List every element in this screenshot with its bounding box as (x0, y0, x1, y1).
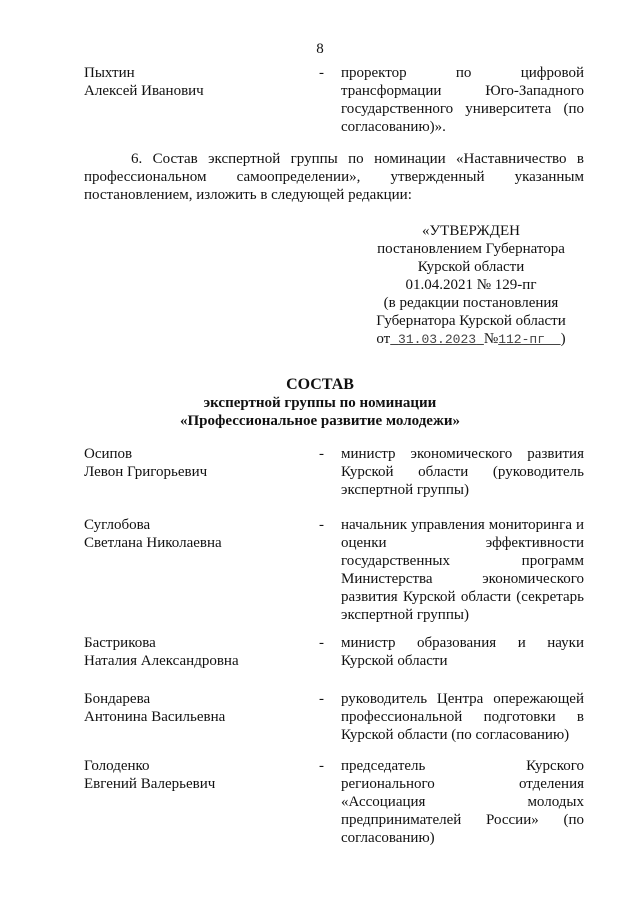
member-given-names: Светлана Николаевна (84, 535, 222, 551)
heading-title: СОСТАВ (286, 376, 354, 393)
from-label: от (376, 331, 391, 347)
heading-nomination: «Профессиональное развитие молодежи» (180, 413, 460, 429)
member-dash: - (319, 517, 324, 533)
member-surname: Пыхтин (84, 65, 135, 81)
member-surname: Бондарева (84, 691, 151, 707)
member-name (84, 634, 309, 670)
member-given-names: Евгений Валерьевич (84, 776, 216, 792)
approval-date-line (360, 330, 582, 349)
member-name (84, 516, 309, 552)
member-surname: Осипов (84, 446, 133, 462)
member-role: проректор по цифровой трансформации Юго-Западного государственного университета (по согласованию)». (341, 65, 584, 135)
approval-line: 01.04.2021 № 129-пг (405, 277, 537, 293)
member-given-names: Наталия Александровна (84, 653, 239, 669)
member-role: начальник управления мониторинга и оценки эффективности государственных программ Министерства экономического развития Курской области (секретарь экспертной группы) (341, 517, 584, 623)
member-dash: - (319, 691, 324, 707)
page-number: 8 (316, 41, 324, 57)
member-name (84, 64, 309, 100)
approval-line: Курской области (417, 259, 525, 275)
member-name (84, 757, 309, 793)
member-name (84, 690, 309, 726)
member-given-names: Антонина Васильевна (84, 709, 226, 725)
amendment-paragraph: 6. Состав экспертной группы по номинации «Наставничество в профессиональном самоопределении», утвержденный указанным постановлением, изложить в следующей редакции: (84, 151, 584, 203)
number-label: № (483, 331, 499, 347)
member-role: министр экономического развития Курской области (руководитель экспертной группы) (341, 446, 584, 498)
filled-number: 112-пг (498, 332, 545, 347)
member-dash: - (319, 758, 324, 774)
member-dash: - (319, 635, 324, 651)
approval-line: Губернатора Курской области (376, 313, 566, 329)
close-paren: ) (560, 331, 566, 347)
filled-date: 31.03.2023 (398, 332, 477, 347)
member-dash: - (319, 65, 324, 81)
approval-line: «УТВЕРЖДЕН (422, 223, 520, 239)
member-name (84, 445, 309, 481)
member-surname: Бастрикова (84, 635, 156, 651)
approval-line: постановлением Губернатора (377, 241, 565, 257)
heading-subtitle: экспертной группы по номинации (203, 395, 437, 411)
member-role: министр образования и науки Курской области (341, 635, 584, 669)
approval-block (360, 222, 582, 349)
member-dash: - (319, 446, 324, 462)
member-given-names: Левон Григорьевич (84, 464, 208, 480)
approval-line: (в редакции постановления (383, 295, 559, 311)
member-role: руководитель Центра опережающей профессиональной подготовки в Курской области (по согласованию) (341, 691, 584, 743)
member-surname: Суглобова (84, 517, 151, 533)
member-surname: Голоденко (84, 758, 150, 774)
composition-heading (0, 376, 640, 430)
member-role: председатель Курского регионального отделения «Ассоциация молодых предпринимателей России» (по согласованию) (341, 758, 584, 846)
member-given-names: Алексей Иванович (84, 83, 204, 99)
